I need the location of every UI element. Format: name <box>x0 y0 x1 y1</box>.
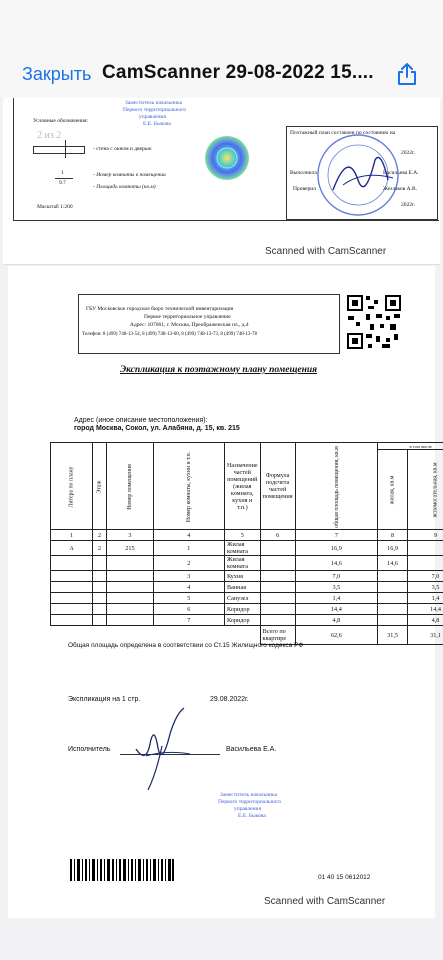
col-living: жилая, кв.м <box>378 450 408 530</box>
stamp-text: управления <box>139 114 167 120</box>
cell-living <box>378 593 408 604</box>
col-of-which: в том числе <box>378 443 443 450</box>
cell-name: Жилая комната <box>224 556 260 571</box>
cell-living: 14,6 <box>378 556 408 571</box>
cell-floor <box>93 571 107 582</box>
legend-room-num: - Номер комнаты в помещении <box>93 172 166 178</box>
legend-fraction-top: 1 <box>61 170 64 176</box>
total-area: 62,6 <box>295 626 378 645</box>
share-icon[interactable] <box>396 62 418 86</box>
legend-page: 2 из 2 <box>37 130 62 141</box>
cell-floor <box>93 604 107 615</box>
table-row <box>51 541 443 556</box>
cell-room: 1 <box>153 541 224 556</box>
table-row <box>51 556 443 571</box>
cell-living <box>378 604 408 615</box>
cell-premise <box>107 593 154 604</box>
col-room-name: Назначение частей помещений (жилая комната, кухня и т.п.) <box>224 443 260 530</box>
col-number: 4 <box>153 530 224 541</box>
stamp-text: Первого территориального <box>218 799 282 805</box>
cell-floor <box>93 593 107 604</box>
cell-living <box>378 615 408 626</box>
col-formula: Формула подсчета частей помещения <box>260 443 295 530</box>
cell-formula <box>260 571 295 582</box>
performer-label: Исполнитель <box>68 746 111 753</box>
cell-floor <box>93 615 107 626</box>
org-line-4: Телефон: 8 (499) 748-13-54, 8 (499) 748-13-60, 8 (499) 748-13-73, 8 (499) 748-13-78 <box>82 332 258 337</box>
stamp-text: Е.Е. Быкова <box>238 813 266 819</box>
scanned-page-1[interactable] <box>3 98 440 265</box>
org-line-1: ГБУ Московское городское бюро технической инвентаризации <box>86 306 234 312</box>
qr-code-icon <box>346 294 402 350</box>
stamp-text: Заместитель начальника <box>220 792 278 798</box>
cell-formula <box>260 615 295 626</box>
cell-room: 2 <box>153 556 224 571</box>
address-label: Адрес (иное описание местоположения): <box>74 417 208 424</box>
table-row <box>51 571 443 582</box>
cell-room: 7 <box>153 615 224 626</box>
scanned-with-label: Scanned with CamScanner <box>265 246 387 257</box>
total-label: Всего по квартире <box>260 626 295 645</box>
col-number: 8 <box>378 530 408 541</box>
top-bar <box>0 0 443 98</box>
table-row <box>51 604 443 615</box>
cell-aux: 1,4 <box>407 593 443 604</box>
col-number: 1 <box>51 530 93 541</box>
performer-label: Выполнила <box>290 170 317 176</box>
cell-litera <box>51 593 93 604</box>
document-date: 29.08.2022г. <box>210 696 249 703</box>
performer-name: Васильева Е.А. <box>383 170 419 176</box>
wall-symbol <box>33 146 85 154</box>
cell-floor: 2 <box>93 541 107 556</box>
cell-name: Ванная <box>224 582 260 593</box>
table-row <box>51 615 443 626</box>
col-number: 7 <box>295 530 378 541</box>
cell-living <box>378 571 408 582</box>
checked-name: Жезлаков А.В. <box>383 186 418 192</box>
plan-year: 2022г. <box>401 150 416 156</box>
cell-formula <box>260 556 295 571</box>
scanned-with-label: Scanned with CamScanner <box>264 896 386 907</box>
performer-name: Васильева Е.А. <box>226 746 277 753</box>
cell-aux <box>407 556 443 571</box>
cell-aux: 7,0 <box>407 571 443 582</box>
document-title: CamScanner 29-08-2022 15.... <box>102 62 374 83</box>
stamp-text: управления <box>234 806 262 812</box>
col-total: общая площадь помещения, кв.м <box>295 443 378 530</box>
cell-litera <box>51 615 93 626</box>
scale-label: Масштаб 1:200 <box>37 204 73 210</box>
signature-icon <box>126 704 196 794</box>
col-number: 9 <box>407 530 443 541</box>
address-value: город Москва, Сокол, ул. Алабяна, д. 15, кв. 215 <box>74 425 240 432</box>
cell-litera <box>51 582 93 593</box>
cell-formula <box>260 582 295 593</box>
cell-living: 16,9 <box>378 541 408 556</box>
pages-note: Экспликация на 1 стр. <box>68 696 141 703</box>
cell-premise: 215 <box>107 541 154 556</box>
cell-total: 1,4 <box>295 593 378 604</box>
legend-wall: - стена с окном и дверью <box>93 146 152 152</box>
document-title: Экспликация к поэтажному плану помещения <box>120 365 318 375</box>
scanned-page-2[interactable] <box>8 266 441 918</box>
cell-room: 6 <box>153 604 224 615</box>
checked-label: Проверил <box>293 186 316 192</box>
cell-formula <box>260 593 295 604</box>
cell-room: 4 <box>153 582 224 593</box>
cell-total: 3,5 <box>295 582 378 593</box>
law-note: Общая площадь определена в соответствии со Ст.15 Жилищного кодекса РФ <box>68 642 304 649</box>
col-litera: Литера по плану <box>51 443 93 530</box>
org-line-2: Первое территориальное управление <box>144 314 231 320</box>
legend-area: - Площадь комнаты (кв.м) <box>93 184 156 190</box>
cell-name: Жилая комната <box>224 541 260 556</box>
cell-total: 16,9 <box>295 541 378 556</box>
stamp-text: Заместитель начальника <box>125 100 183 106</box>
cell-total: 4,8 <box>295 615 378 626</box>
cell-aux: 3,5 <box>407 582 443 593</box>
col-premise: Номер помещения <box>107 443 154 530</box>
cell-total: 14,4 <box>295 604 378 615</box>
barcode-icon <box>70 859 174 881</box>
close-button[interactable]: Закрыть <box>22 64 92 84</box>
cell-total: 7,0 <box>295 571 378 582</box>
cell-premise <box>107 615 154 626</box>
legend-fraction-bottom: 9.7 <box>59 180 66 186</box>
cell-premise <box>107 556 154 571</box>
hologram-seal-icon <box>203 134 251 182</box>
cell-name: Санузел <box>224 593 260 604</box>
table-row <box>51 582 443 593</box>
cell-aux: 14,4 <box>407 604 443 615</box>
table-header-row <box>51 443 443 450</box>
col-auxiliary: вспомогательная, кв.м <box>407 450 443 530</box>
col-number: 2 <box>93 530 107 541</box>
cell-name: Коридор <box>224 615 260 626</box>
legend-title: Условные обозначения: <box>33 118 89 124</box>
cell-aux: 4,8 <box>407 615 443 626</box>
cell-name: Кухня <box>224 571 260 582</box>
cell-living <box>378 582 408 593</box>
column-number-row <box>51 530 443 541</box>
cell-room: 5 <box>153 593 224 604</box>
cell-name: Коридор <box>224 604 260 615</box>
cell-total: 14,6 <box>295 556 378 571</box>
cell-litera <box>51 604 93 615</box>
cell-litera <box>51 571 93 582</box>
total-living: 31,5 <box>378 626 408 645</box>
col-floor: Этаж <box>93 443 107 530</box>
cell-litera <box>51 556 93 571</box>
cell-premise <box>107 604 154 615</box>
total-aux: 31,1 <box>407 626 443 645</box>
table-row <box>51 593 443 604</box>
stamp-text: Первого территориального <box>123 107 187 113</box>
cell-litera: А <box>51 541 93 556</box>
cell-formula <box>260 604 295 615</box>
cell-floor <box>93 556 107 571</box>
cell-room: 3 <box>153 571 224 582</box>
col-number: 6 <box>260 530 295 541</box>
col-number: 5 <box>224 530 260 541</box>
cell-premise <box>107 582 154 593</box>
explication-table <box>50 442 443 645</box>
checked-year: 2022г. <box>401 202 416 208</box>
barcode-number: 01 40 15 0612012 <box>318 874 371 881</box>
col-room: Номер комнаты, кухни и т.п. <box>153 443 224 530</box>
plan-note: Поэтажный план составлен по состоянию на <box>290 130 396 136</box>
org-line-3: Адрес: 107061, г. Москва, Преображенская пл., д.4 <box>130 322 249 328</box>
col-number: 3 <box>107 530 154 541</box>
cell-formula <box>260 541 295 556</box>
cell-premise <box>107 571 154 582</box>
stamp-text: Е.Е. Быкова <box>143 121 171 127</box>
cell-aux <box>407 541 443 556</box>
cell-floor <box>93 582 107 593</box>
round-stamp-icon <box>303 130 416 220</box>
